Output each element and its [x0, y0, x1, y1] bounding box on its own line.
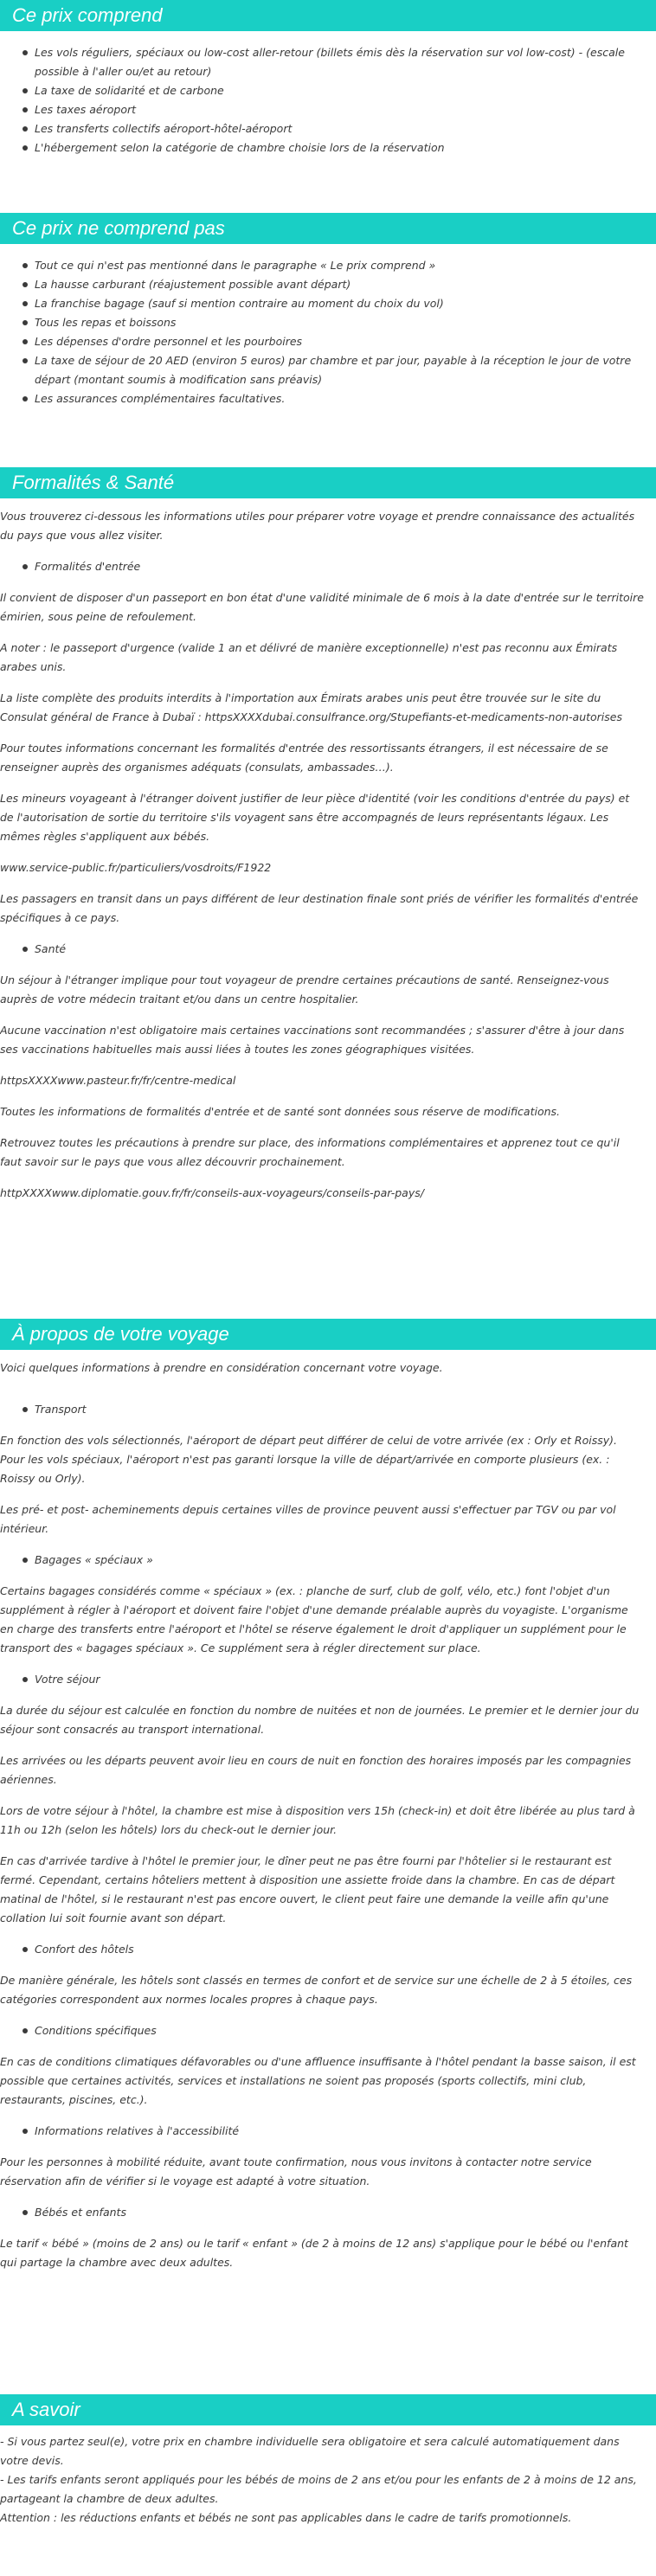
- paragraph: Pour les personnes à mobilité réduite, avant toute confirmation, nous vous invitons à contacter notre service réservation afin de vérifier si le voyage est adapté à votre situation.: [0, 2155, 592, 2187]
- paragraph: Lors de votre séjour à l'hôtel, la chambre est mise à disposition vers 15h (check-in) et doit être libérée au plus tard à 11h ou 12h (selon les hôtels) lors du check-out le dernier jour.: [0, 1804, 635, 1836]
- paragraph: Il convient de disposer d'un passeport en bon état d'une validité minimale de 6 mois à la date d'entrée sur le territoire émirien, sous peine de refoulement.: [0, 591, 644, 623]
- subheading: Votre séjour: [0, 1670, 656, 1689]
- paragraph: A noter : le passeport d'urgence (valide 1 an et délivré de manière exceptionnelle) n'est pas reconnu aux Émirats arabes unis.: [0, 641, 618, 673]
- section-title: Ce prix comprend: [0, 0, 656, 31]
- list-item: Tout ce qui n'est pas mentionné dans le paragraphe « Le prix comprend »: [35, 256, 656, 275]
- paragraph: Voici quelques informations à prendre en considération concernant votre voyage.: [0, 1361, 443, 1374]
- paragraph: En cas de conditions climatiques défavorables ou d'une affluence insuffisante à l'hôtel pendant la basse saison, il est possible que certaines activités, services et installations ne soient pas proposés (sports collectifs, mini club, restaurants, piscines, etc.).: [0, 2055, 636, 2106]
- paragraph: Vous trouverez ci-dessous les informations utiles pour préparer votre voyage et prendre connaissance des actualités du pays que vous allez visiter.: [0, 510, 635, 542]
- section-asavoir: [0, 2394, 656, 2528]
- list-item: La taxe de solidarité et de carbone: [35, 81, 656, 100]
- subheading: Informations relatives à l'accessibilité: [0, 2122, 656, 2141]
- paragraph: Pour toutes informations concernant les formalités d'entrée des ressortissants étrangers, il est nécessaire de se renseigner auprès des organismes adéquats (consulats, ambassades…).: [0, 742, 608, 774]
- list-item: La taxe de séjour de 20 AED (environ 5 euros) par chambre et par jour, payable à la réception le jour de votre départ (montant soumis à modification sans préavis): [35, 351, 656, 389]
- prix-comprend-list: [0, 43, 656, 157]
- section-formalites: [0, 467, 656, 1203]
- paragraph: En fonction des vols sélectionnés, l'aéroport de départ peut différer de celui de votre arrivée (ex : Orly et Roissy). Pour les vols spéciaux, l'aéroport n'est pas garanti lorsque la ville de départ/arrivée en comporte plusieurs (ex. : Roissy ou Orly).: [0, 1434, 617, 1485]
- section-title: À propos de votre voyage: [0, 1319, 656, 1350]
- prix-ne-comprend-list: [0, 256, 656, 408]
- paragraph: La durée du séjour est calculée en fonction du nombre de nuitées et non de journées. Le premier et le dernier jour du séjour sont consacrés au transport international.: [0, 1704, 640, 1736]
- link-text: httpXXXXwww.diplomatie.gouv.fr/fr/conseils-aux-voyageurs/conseils-par-pays/: [0, 1186, 424, 1199]
- paragraph: Les arrivées ou les départs peuvent avoir lieu en cours de nuit en fonction des horaires imposés par les compagnies aériennes.: [0, 1754, 632, 1786]
- list-item: Les dépenses d'ordre personnel et les pourboires: [35, 332, 656, 351]
- list-item: La franchise bagage (sauf si mention contraire au moment du choix du vol): [35, 294, 656, 313]
- section-apropos: [0, 1319, 656, 2272]
- paragraph: Certains bagages considérés comme « spéciaux » (ex. : planche de surf, club de golf, vélo, etc.) font l'objet d'un supplément à régler à l'aéroport et doivent faire l'objet d'une demande préalable auprès du voyagiste. L'organisme en charge des transferts entre l'aéroport et l'hôtel se réserve également le droit d'appliquer un supplément pour le transport des « bagages spéciaux ». Ce supplément sera à régler directement sur place.: [0, 1584, 628, 1654]
- paragraph: Les passagers en transit dans un pays différent de leur destination finale sont priés de vérifier les formalités d'entrée spécifiques à ce pays.: [0, 892, 639, 924]
- paragraph: Le tarif « bébé » (moins de 2 ans) ou le tarif « enfant » (de 2 à moins de 12 ans) s'applique pour le bébé ou l'enfant qui partage la chambre avec deux adultes.: [0, 2237, 628, 2269]
- section-title: A savoir: [0, 2394, 656, 2425]
- section-title: Formalités & Santé: [0, 467, 656, 498]
- subheading: Confort des hôtels: [0, 1940, 656, 1959]
- paragraph: Attention : les réductions enfants et bébés ne sont pas applicables dans le cadre de tarifs promotionnels.: [0, 2511, 572, 2524]
- paragraph: - Les tarifs enfants seront appliqués pour les bébés de moins de 2 ans et/ou pour les enfants de 2 à moins de 12 ans, partageant la chambre de deux adultes.: [0, 2473, 637, 2505]
- paragraph: Les mineurs voyageant à l'étranger doivent justifier de leur pièce d'identité (voir les conditions d'entrée du pays) et de l'autorisation de sortie du territoire s'ils voyagent sans être accompagnés de leurs représentants légaux. Les mêmes règles s'appliquent aux bébés.: [0, 792, 630, 843]
- paragraph: - Si vous partez seul(e), votre prix en chambre individuelle sera obligatoire et sera calculé automatiquement dans votre devis.: [0, 2435, 620, 2467]
- paragraph: En cas d'arrivée tardive à l'hôtel le premier jour, le dîner peut ne pas être fourni par l'hôtelier si le restaurant est fermé. Cependant, certains hôteliers mettent à disposition une assiette froide dans la chambre. En cas de départ matinal de l'hôtel, si le restaurant n'est pas encore ouvert, le client peut faire une demande la veille afin qu'une collation lui soit fournie avant son départ.: [0, 1854, 615, 1924]
- paragraph: Toutes les informations de formalités d'entrée et de santé sont données sous réserve de modifications.: [0, 1105, 561, 1118]
- subheading: Santé: [0, 940, 656, 959]
- link-text: httpsXXXXwww.pasteur.fr/fr/centre-medical: [0, 1074, 236, 1087]
- list-item: Les vols réguliers, spéciaux ou low-cost aller-retour (billets émis dès la réservation sur vol low-cost) - (escale possible à l'aller ou/et au retour): [35, 43, 656, 81]
- section-prix-ne-comprend: [0, 213, 656, 408]
- subheading: Formalités d'entrée: [0, 557, 656, 576]
- paragraph: La liste complète des produits interdits à l'importation aux Émirats arabes unis peut être trouvée sur le site du Consulat général de France à Dubaï : httpsXXXXdubai.consulfrance.org/Stupefiants-et-medicaments-non-autorises: [0, 691, 622, 723]
- paragraph: Aucune vaccination n'est obligatoire mais certaines vaccinations sont recommandées ; s'assurer d'être à jour dans ses vaccinations habituelles mais aussi liées à toutes les zones géographiques visitées.: [0, 1024, 625, 1056]
- paragraph: Retrouvez toutes les précautions à prendre sur place, des informations complémentaires et apprenez tout ce qu'il faut savoir sur le pays que vous allez découvrir prochainement.: [0, 1136, 620, 1168]
- list-item: Tous les repas et boissons: [35, 313, 656, 332]
- subheading: Bébés et enfants: [0, 2203, 656, 2222]
- paragraph: De manière générale, les hôtels sont classés en termes de confort et de service sur une échelle de 2 à 5 étoiles, ces catégories correspondent aux normes locales propres à chaque pays.: [0, 1974, 633, 2006]
- list-item: Les transferts collectifs aéroport-hôtel-aéroport: [35, 119, 656, 138]
- subheading: Transport: [0, 1400, 656, 1419]
- list-item: Les assurances complémentaires facultatives.: [35, 389, 656, 408]
- subheading: Bagages « spéciaux »: [0, 1551, 656, 1570]
- list-item: L'hébergement selon la catégorie de chambre choisie lors de la réservation: [35, 138, 656, 157]
- section-prix-comprend: [0, 0, 656, 157]
- list-item: La hausse carburant (réajustement possible avant départ): [35, 275, 656, 294]
- list-item: Les taxes aéroport: [35, 100, 656, 119]
- paragraph: Un séjour à l'étranger implique pour tout voyageur de prendre certaines précautions de santé. Renseignez-vous auprès de votre médecin traitant et/ou dans un centre hospitalier.: [0, 973, 609, 1005]
- section-title: Ce prix ne comprend pas: [0, 213, 656, 244]
- paragraph: Les pré- et post- acheminements depuis certaines villes de province peuvent aussi s'effectuer par TGV ou par vol intérieur.: [0, 1503, 616, 1535]
- link-text: www.service-public.fr/particuliers/vosdroits/F1922: [0, 861, 272, 874]
- subheading: Conditions spécifiques: [0, 2021, 656, 2040]
